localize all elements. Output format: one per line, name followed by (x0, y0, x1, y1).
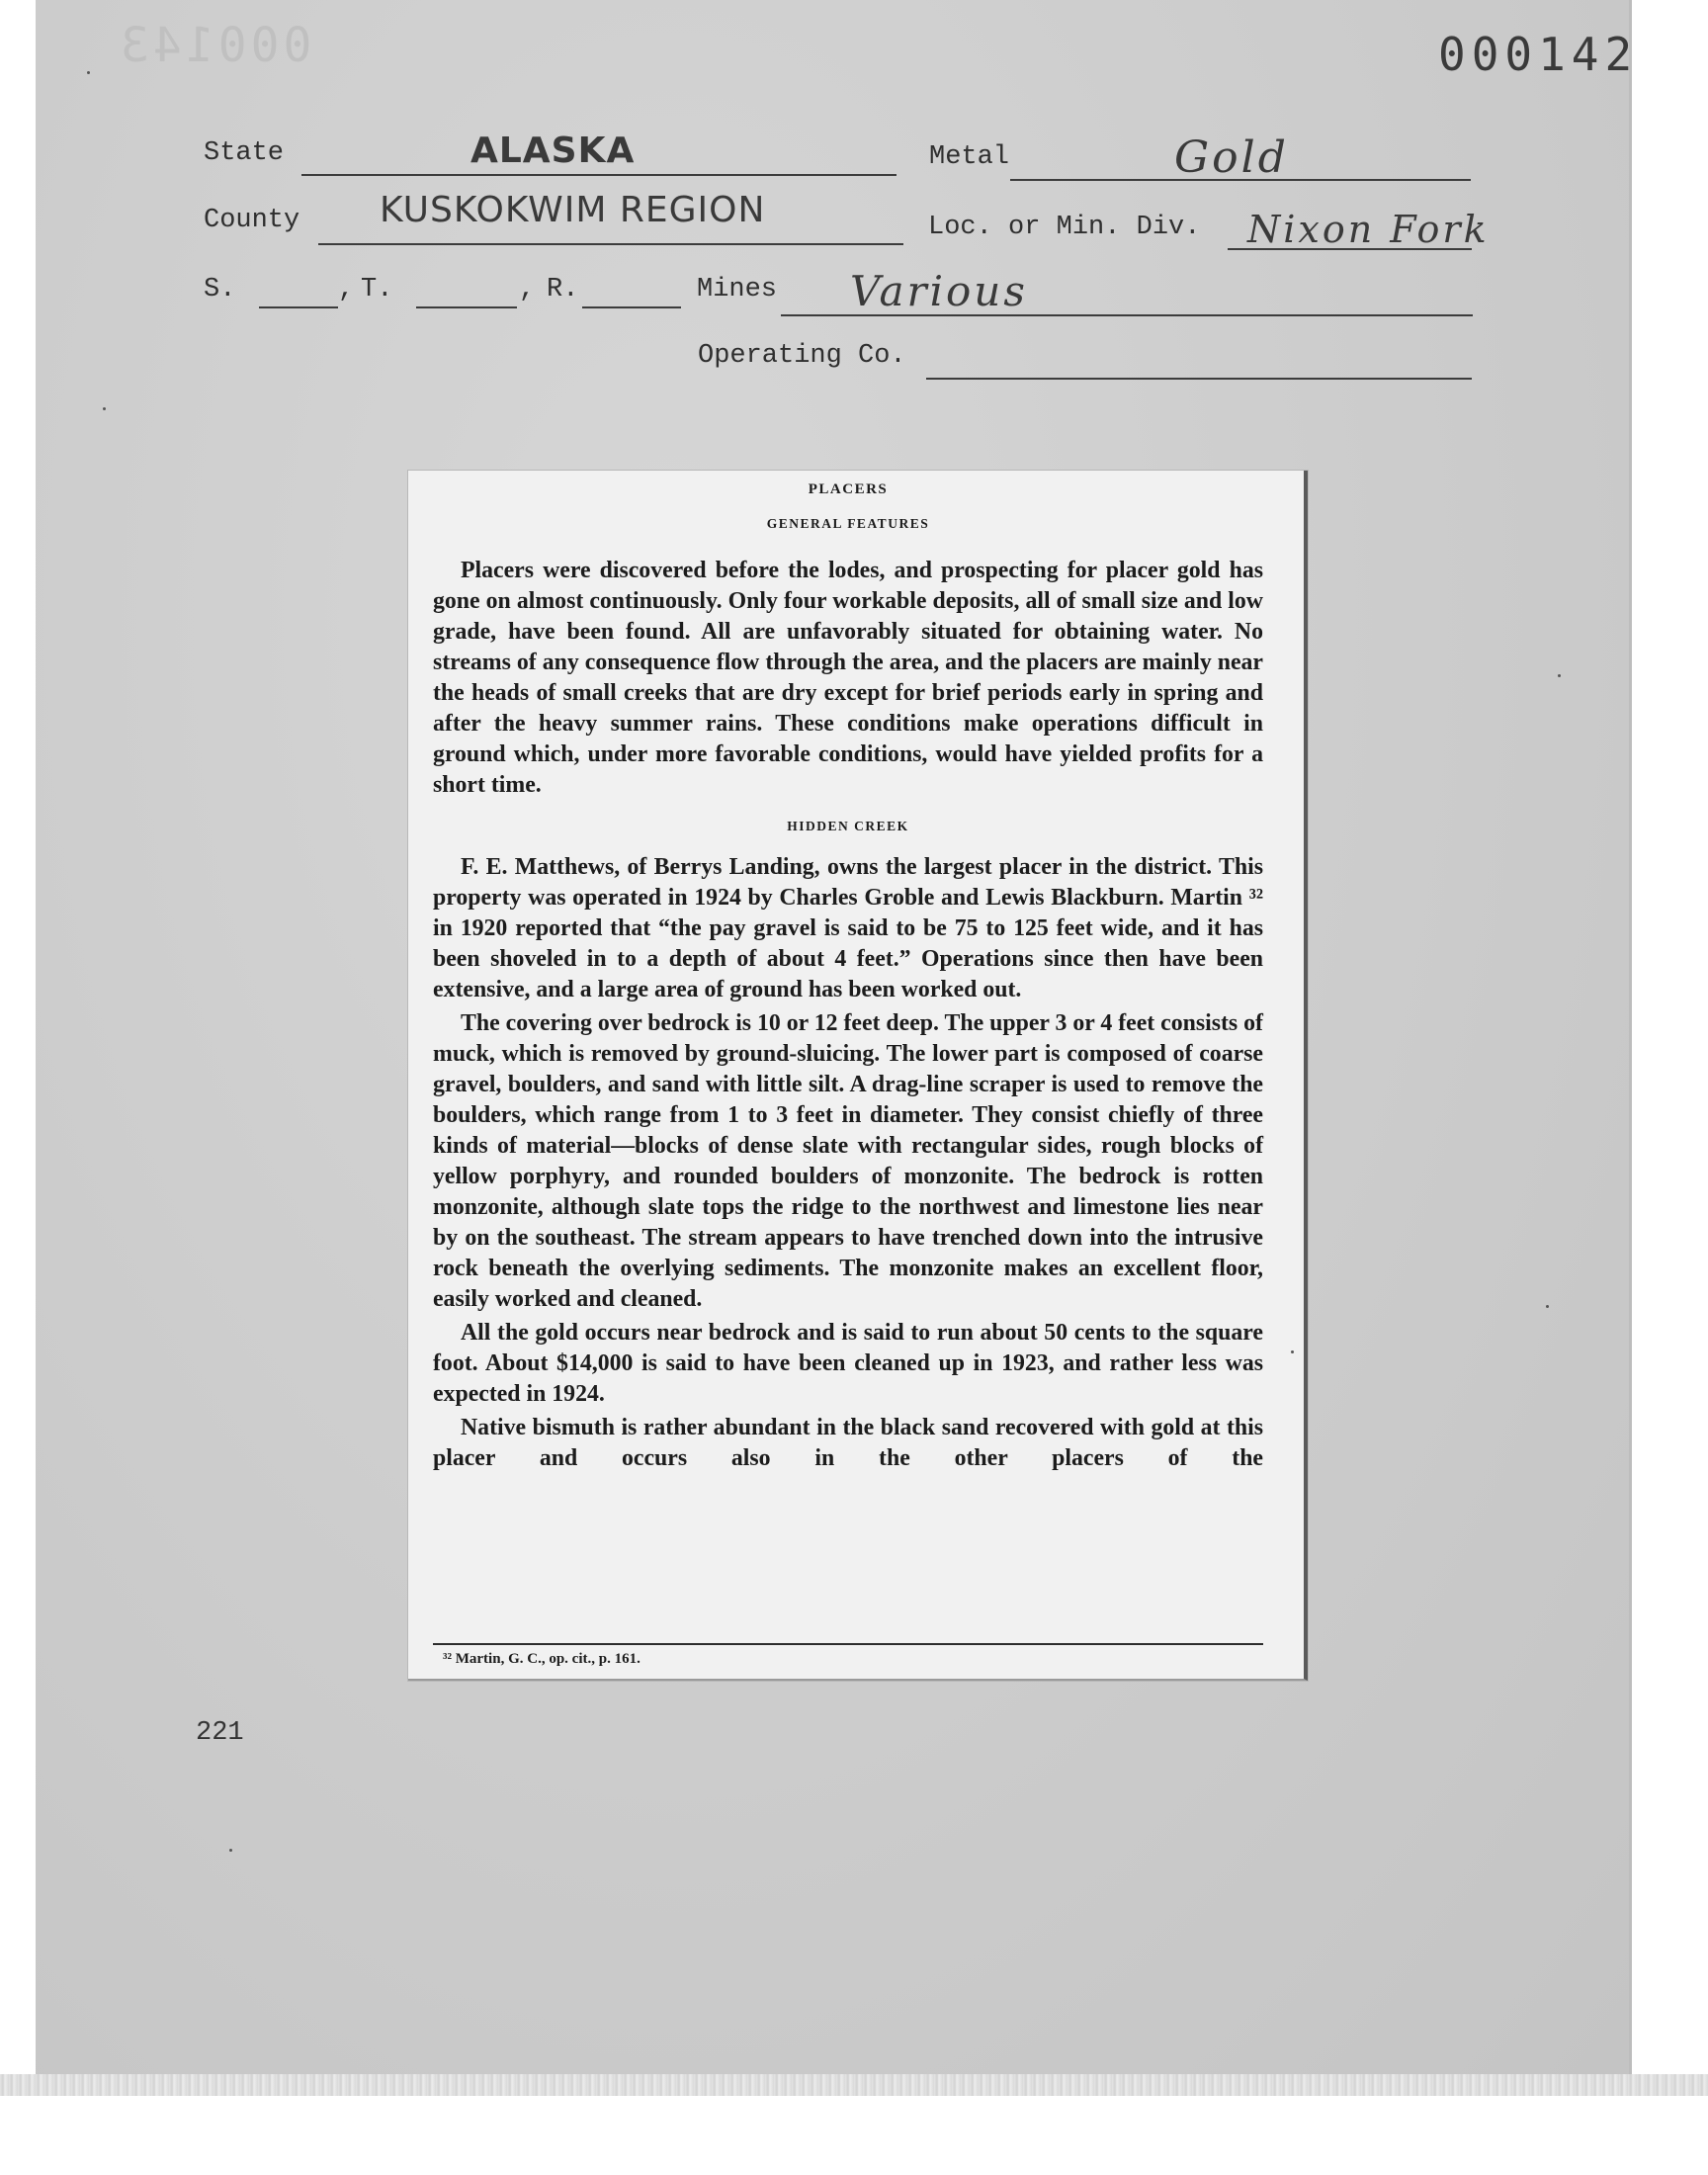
paragraph-hidden-creek-4: Native bismuth is rather abundant in the black sand recovered with gold at this placer and occurs also in the other placers of the (433, 1415, 1263, 1471)
state-label: State (204, 138, 285, 168)
comma-2: , (519, 275, 536, 304)
mines-value: Various (850, 267, 1028, 315)
scanner-edge (0, 2074, 1708, 2096)
scan-speck (229, 1849, 232, 1852)
metal-label: Metal (929, 142, 1010, 172)
locdiv-value: Nixon Fork (1247, 208, 1490, 251)
section-heading-hidden-creek: HIDDEN CREEK (787, 819, 909, 833)
ghost-card-number: 000143 (117, 18, 312, 73)
footnote: ³² Martin, G. C., op. cit., p. 161. (443, 1651, 640, 1667)
mines-label: Mines (697, 275, 778, 304)
county-value: KUSKOKWIM REGION (380, 190, 766, 230)
county-line (318, 243, 903, 245)
locdiv-label: Loc. or Min. Div. (928, 213, 1201, 242)
clipping-text (433, 471, 1263, 1474)
page-number: 221 (196, 1718, 244, 1748)
section-line (259, 306, 338, 308)
paragraph-hidden-creek-1: F. E. Matthews, of Berrys Landing, owns the largest placer in the district. This property was operated in 1924 by Charles Groble and Lewis Blackburn. Martin ³² in 1920 reported that “the pay gravel is said to be 75 to 125 feet wide, and it has been shoveled in to a depth of about 4 feet.” Operations since then have been extensive, and a large area of ground has been worked out. (433, 854, 1263, 1002)
county-label: County (204, 206, 300, 235)
scan-speck (1546, 1305, 1549, 1308)
state-line (301, 174, 897, 176)
clipping-subheading: GENERAL FEATURES (766, 516, 930, 531)
comma-1: , (338, 275, 355, 304)
operating-co-label: Operating Co. (698, 341, 906, 371)
section-label: S. (204, 275, 236, 304)
range-label: R. (547, 275, 579, 304)
state-value: ALASKA (470, 130, 636, 171)
pasted-clipping (408, 471, 1308, 1681)
range-line (582, 306, 681, 308)
paragraph-hidden-creek-2: The covering over bedrock is 10 or 12 feet deep. The upper 3 or 4 feet consists of muck, which is removed by ground-sluicing. The lower part is composed of coarse gravel, boulders, and sand with little silt. A drag-line scraper is used to remove the boulders, which range from 1 to 3 feet in diameter. They consist chiefly of three kinds of material—blocks of dense slate with rectangular sides, rough blocks of yellow porphyry, and rounded boulders of monzonite. The bedrock is rotten monzonite, although slate tops the ridge to the northwest and limestone lies near by on the southeast. The stream appears to have trenched down into the intrusive rock beneath the overlying sediments. The monzonite makes an excellent floor, easily worked and cleaned. (433, 1010, 1263, 1312)
township-label: T. (361, 275, 393, 304)
metal-value: Gold (1174, 132, 1289, 183)
paragraph-general: Placers were discovered before the lodes, and prospecting for placer gold has gone on almost continuously. Only four workable deposits, all of small size and low grade, have been found. All are unfavorably situated for obtaining water. No streams of any consequence flow through the area, and the placers are mainly near the heads of small creeks that are dry except for brief periods early in spring and after the heavy summer rains. These conditions make operations difficult in ground which, under more favorable conditions, would have yielded profits for a short time. (433, 558, 1263, 798)
scan-speck (87, 71, 90, 74)
paragraph-hidden-creek-3: All the gold occurs near bedrock and is said to run about 50 cents to the square foot. About $14,000 is said to have been cleaned up in 1923, and rather less was expected in 1924. (433, 1320, 1263, 1407)
scan-speck (1291, 1350, 1294, 1353)
township-line (416, 306, 517, 308)
footnote-rule (433, 1643, 1263, 1645)
scan-speck (103, 407, 106, 410)
scan-speck (1558, 674, 1561, 677)
operating-co-line (926, 378, 1472, 380)
clipping-heading: PLACERS (808, 481, 889, 497)
card-number: 000142 (1438, 28, 1639, 81)
